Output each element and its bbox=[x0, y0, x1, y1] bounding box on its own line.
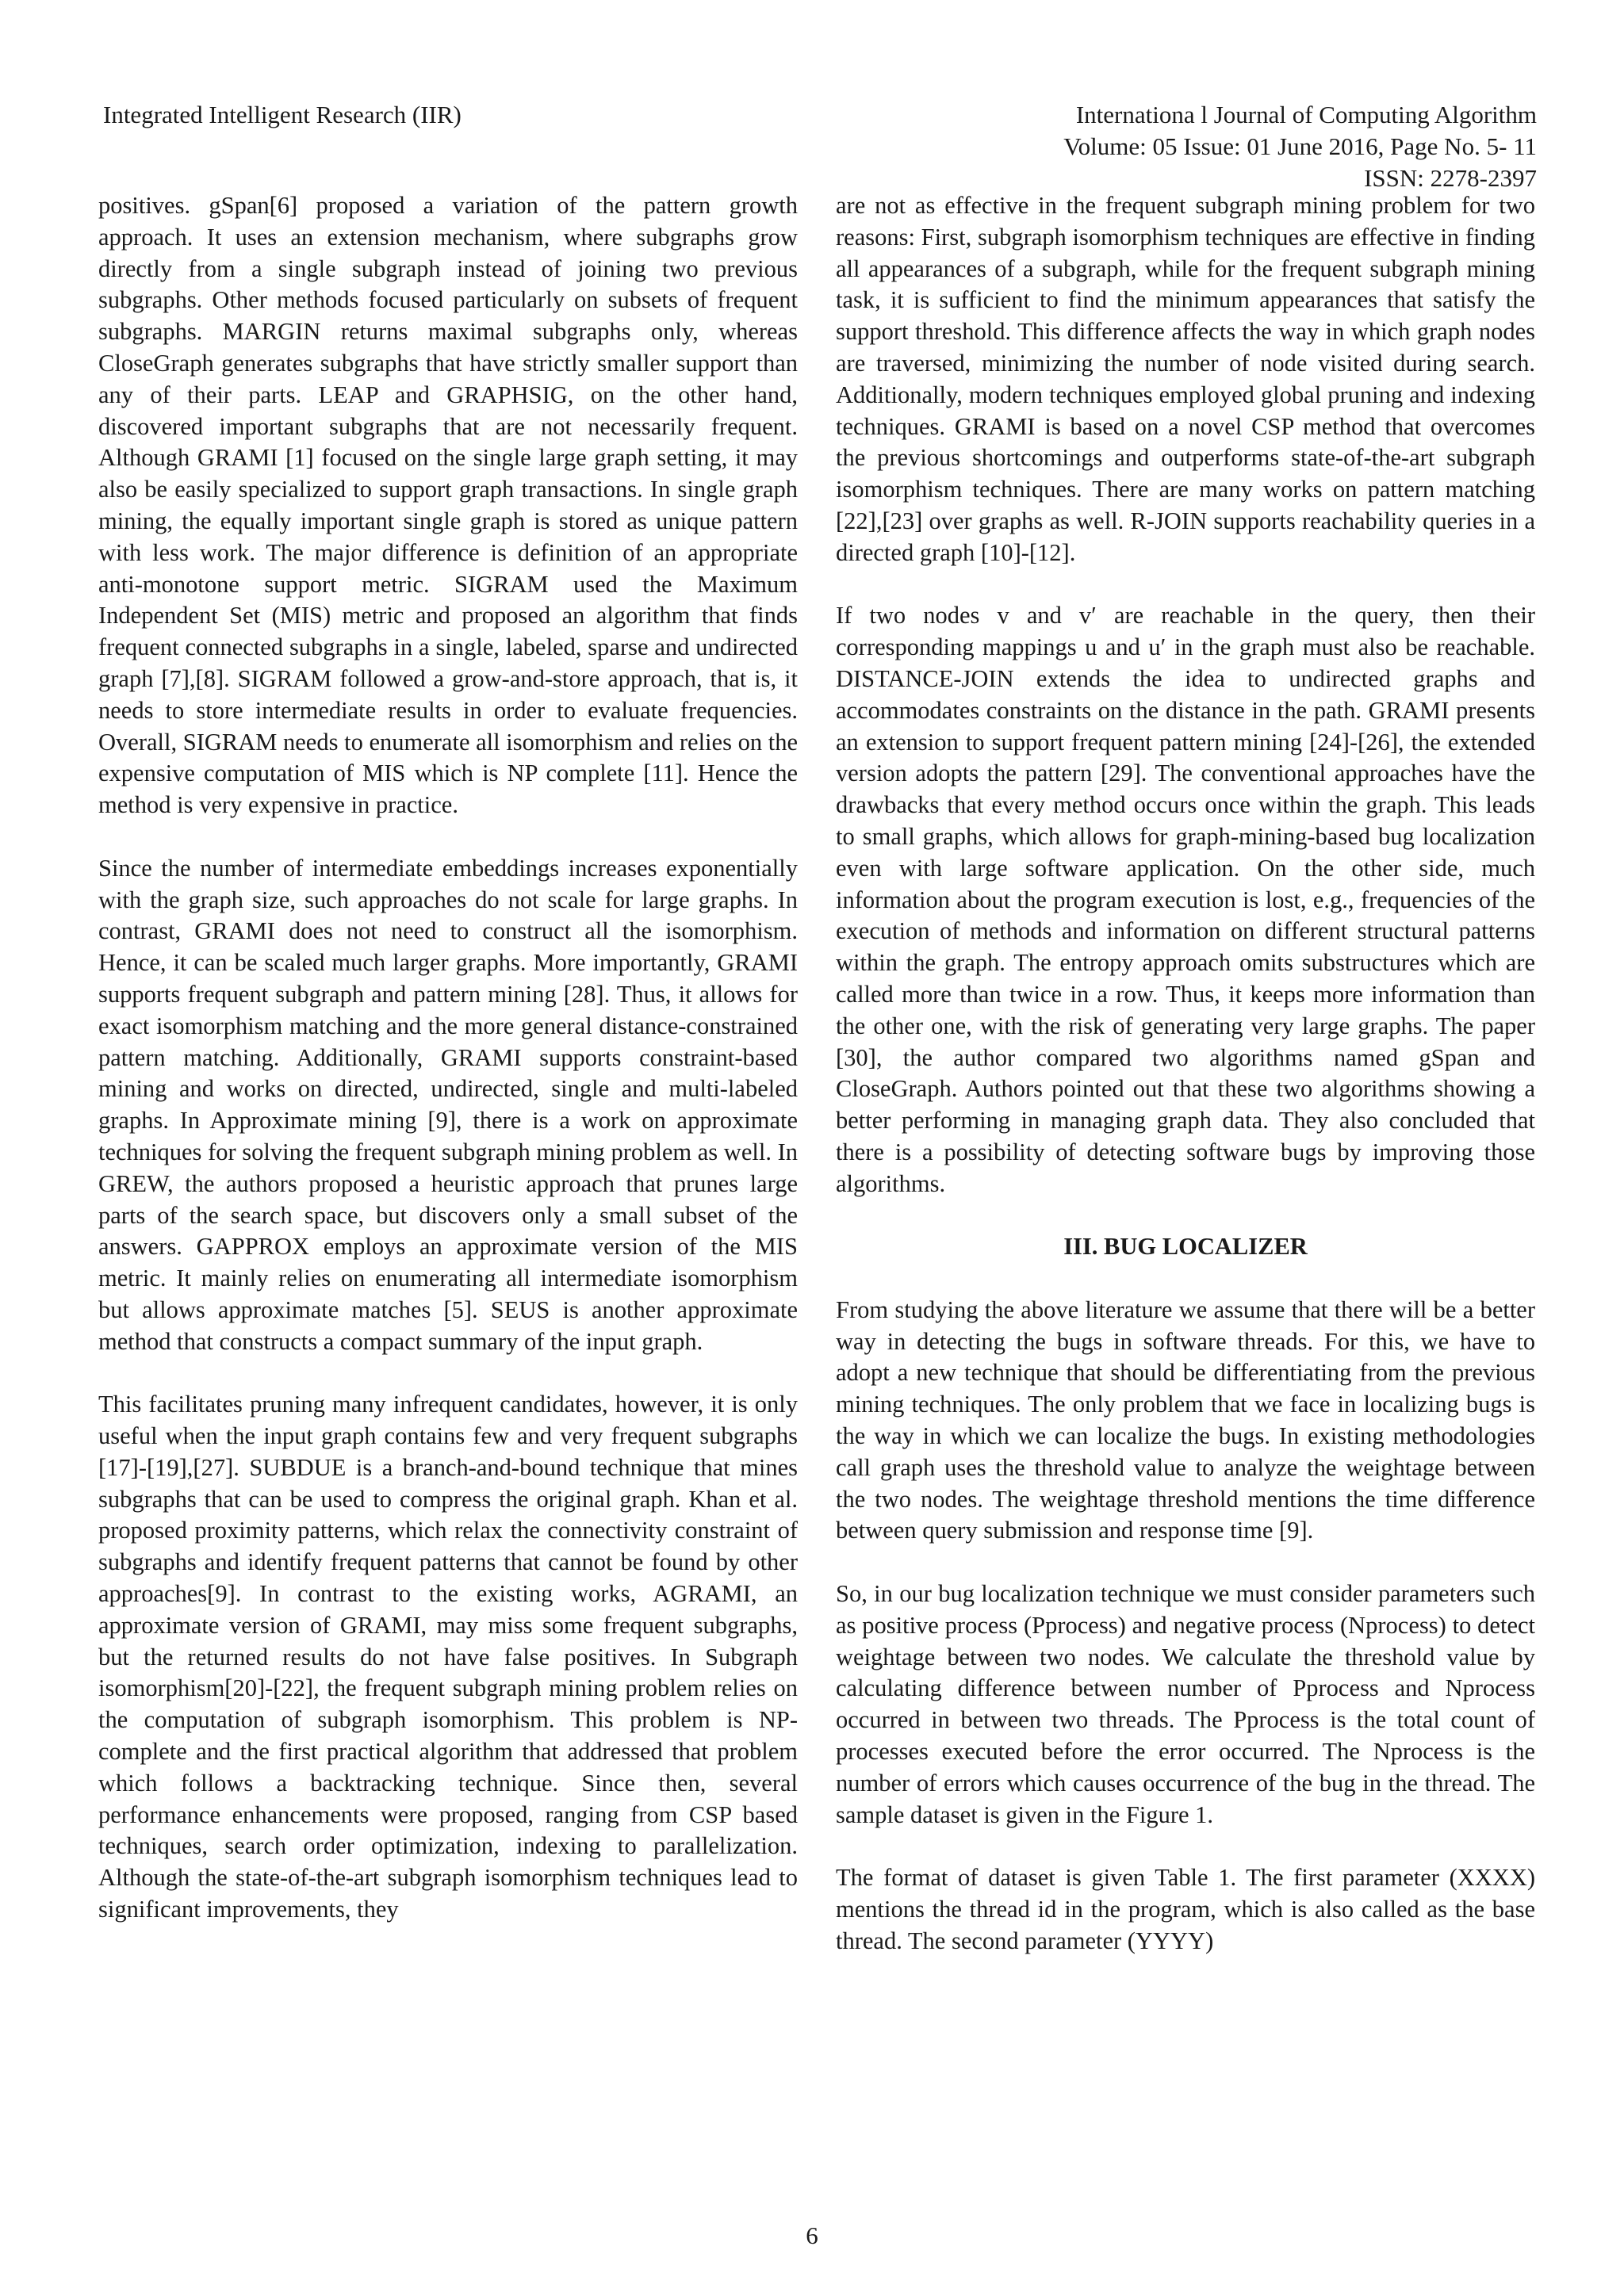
volume-issue: Volume: 05 Issue: 01 June 2016, Page No. 5- 11 bbox=[1063, 132, 1537, 160]
paragraph: are not as effective in the frequent subgraph mining problem for two reasons: First, subgraph isomorphism techniques are effective in finding all appearances of a subgraph, while for the frequent subgraph mining task, it is sufficient to find the minimum appearances that satisfy the support threshold. This difference affects the way in which graph nodes are traversed, minimizing the number of node visited during search. Additionally, modern techniques employed global pruning and indexing techniques. GRAMI is based on a novel CSP method that overcomes the previous shortcomings and outperforms state-of-the-art subgraph isomorphism techniques. There are many works on pattern matching [22],[23] over graphs as well. R-JOIN supports reachability queries in a directed graph [10]-[12]. bbox=[836, 192, 1535, 566]
running-header-left: Integrated Intelligent Research (IIR) bbox=[103, 101, 462, 128]
paragraph: If two nodes v and v′ are reachable in the query, then their corresponding mappings u and u′ in the graph must also be reachable. DISTANCE-JOIN extends the idea to undirected graphs and accommodates constraints on the distance in the path. GRAMI presents an extension to support frequent pattern mining [24]-[26], the extended version adopts the pattern [29]. The conventional approaches have the drawbacks that every method occurs once within the graph. This leads to small graphs, which allows for graph-mining-based bug localization even with large software application. On the other side, much information about the program execution is lost, e.g., frequencies of the execution of methods and information on different structural patterns within the graph. The entropy approach omits substructures which are called more than twice in a row. Thus, it keeps more information than the other one, with the risk of generating very large graphs. The paper [30], the author compared two algorithms named gSpan and CloseGraph. Authors pointed out that these two algorithms showing a better performing in managing graph data. They also concluded that there is a possibility of detecting software bugs by improving those algorithms. bbox=[836, 602, 1535, 1197]
section-heading: III. BUG LOCALIZER bbox=[1063, 1233, 1308, 1261]
page-number: 6 bbox=[806, 2221, 818, 2249]
paragraph: So, in our bug localization technique we must consider parameters such as positive process (Pprocess) and negative process (Nprocess) to detect weightage between two nodes. We calculate the threshold value by calculating difference between number of Pprocess and Nprocess occurred in between two threads. The Pprocess is the total count of processes executed before the error occurred. The Nprocess is the number of errors which causes occurrence of the bug in the thread. The sample dataset is given in the Figure 1. bbox=[836, 1580, 1535, 1828]
paragraph: This facilitates pruning many infrequent candidates, however, it is only useful when the input graph contains few and very frequent subgraphs [17]-[19],[27]. SUBDUE is a branch-and-bound technique that mines subgraphs that can be used to compress the original graph. Khan et al. proposed proximity patterns, which relax the connectivity constraint of subgraphs and identify frequent patterns that cannot be found by other approaches[9]. In contrast to the existing works, AGRAMI, an approximate version of GRAMI, may miss some frequent subgraphs, but the returned results do not have false positives. In Subgraph isomorphism[20]-[22], the frequent subgraph mining problem relies on the computation of subgraph isomorphism. This problem is NP-complete and the first practical algorithm that addressed that problem which follows a backtracking technique. Since then, several performance enhancements were proposed, ranging from CSP based techniques, search order optimization, indexing to parallelization. Although the state-of-the-art subgraph isomorphism techniques lead to significant improvements, they bbox=[98, 1391, 798, 1923]
paragraph: Since the number of intermediate embeddings increases exponentially with the graph size, such approaches do not scale for large graphs. In contrast, GRAMI does not need to construct all the isomorphism. Hence, it can be scaled much larger graphs. More importantly, GRAMI supports frequent subgraph and pattern mining [28]. Thus, it allows for exact isomorphism matching and the more general distance-constrained pattern matching. Additionally, GRAMI supports constraint-based mining and works on directed, undirected, single and multi-labeled graphs. In Approximate mining [9], there is a work on approximate techniques for solving the frequent subgraph mining problem as well. In GREW, the authors proposed a heuristic approach that prunes large parts of the search space, but discovers only a small subset of the answers. GAPPROX employs an approximate version of the MIS metric. It mainly relies on enumerating all intermediate isomorphism but allows approximate matches [5]. SEUS is another approximate method that constructs a compact summary of the input graph. bbox=[98, 854, 798, 1355]
issn: ISSN: 2278-2397 bbox=[1364, 164, 1537, 192]
paragraph: From studying the above literature we assume that there will be a better way in detecting the bugs in software threads. For this, we have to adopt a new technique that should be differentiating from the previous mining techniques. The only problem that we face in localizing bugs is the way in which we can localize the bugs. In existing methodologies call graph uses the threshold value to analyze the weightage between the two nodes. The weightage threshold mentions the time difference between query submission and response time [9]. bbox=[836, 1295, 1535, 1544]
paragraph: The format of dataset is given Table 1. The first parameter (XXXX) mentions the thread id in the program, which is also called as the base thread. The second parameter (YYYY) bbox=[836, 1864, 1535, 1954]
right-column bbox=[836, 190, 1535, 1957]
left-column bbox=[98, 190, 798, 1926]
running-header-right bbox=[1063, 99, 1537, 194]
paragraph: positives. gSpan[6] proposed a variation of the pattern growth approach. It uses an extension mechanism, where subgraphs grow directly from a single subgraph instead of joining two previous subgraphs. Other methods focused particularly on subsets of frequent subgraphs. MARGIN returns maximal subgraphs only, whereas CloseGraph generates subgraphs that have strictly smaller support than any of their parts. LEAP and GRAPHSIG, on the other hand, discovered important subgraphs that are not necessarily frequent. Although GRAMI [1] focused on the single large graph setting, it may also be easily specialized to support graph transactions. In single graph mining, the equally important single graph is stored as unique pattern with less work. The major difference is definition of an appropriate anti-monotone support metric. SIGRAM used the Maximum Independent Set (MIS) metric and proposed an algorithm that finds frequent connected subgraphs in a single, labeled, sparse and undirected graph [7],[8]. SIGRAM followed a grow-and-store approach, that is, it needs to store intermediate results in order to evaluate frequencies. Overall, SIGRAM needs to enumerate all isomorphism and relies on the expensive computation of MIS which is NP complete [11]. Hence the method is very expensive in practice. bbox=[98, 192, 798, 819]
journal-name: Internationa l Journal of Computing Algorithm bbox=[1075, 101, 1537, 128]
